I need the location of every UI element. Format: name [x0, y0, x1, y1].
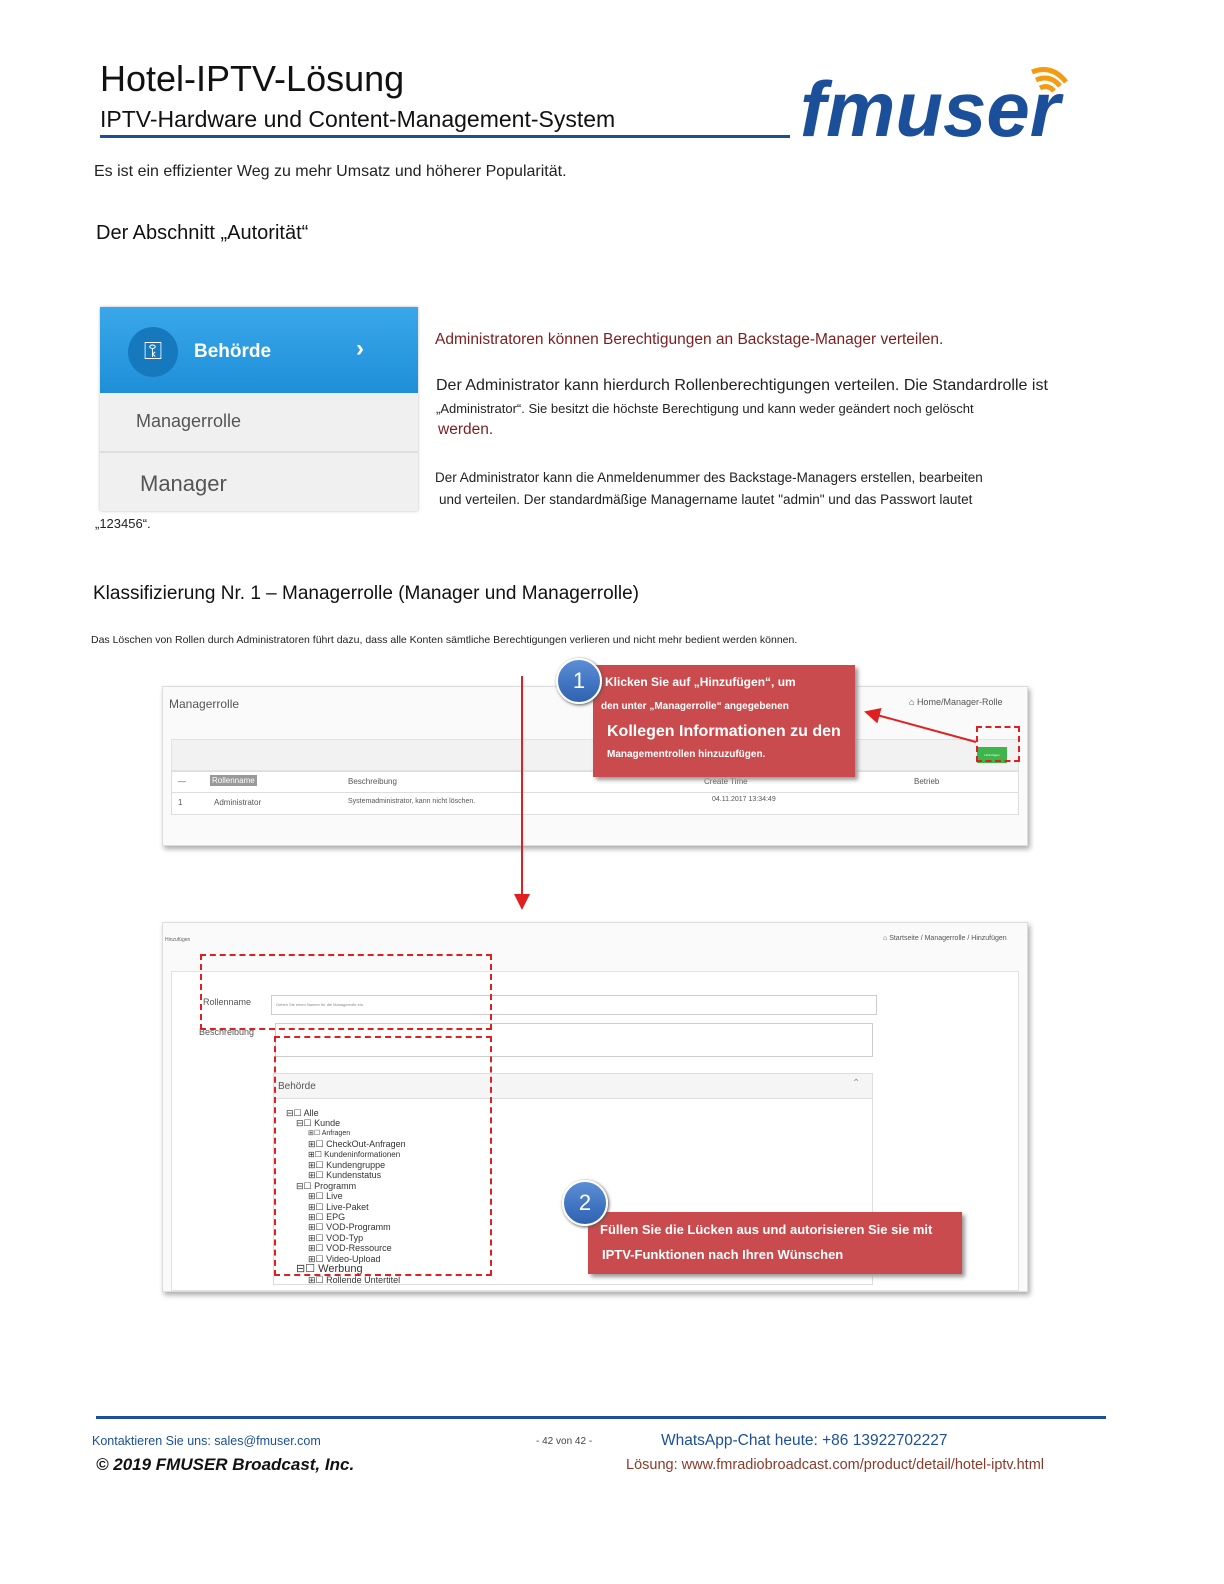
authority-p2a: Der Administrator kann hierdurch Rollenberechtigungen verteilen. Die Standardrolle ist [436, 377, 1048, 394]
authority-p3a: Der Administrator kann die Anmeldenummer des Backstage-Managers erstellen, bearbeiten [435, 470, 983, 485]
collapse-icon[interactable]: ⌃ [852, 1078, 861, 1089]
authority-p2b: „Administrator“. Sie besitzt die höchste Berechtigung und kann weder geändert noch gelöscht [436, 401, 974, 416]
tree-item[interactable]: ⊞☐ Anfragen [308, 1129, 351, 1137]
home-icon: ⌂ [883, 935, 890, 942]
page-title: Hinzufügen [165, 937, 191, 943]
svg-text:fmuser: fmuser [800, 65, 1061, 148]
tree-item[interactable]: ⊞☐ Rollende Untertitel [308, 1274, 401, 1285]
tree-item[interactable]: ⊞☐ Kundengruppe [308, 1160, 386, 1171]
intro-text: Es ist ein effizienter Weg zu mehr Umsatz und höherer Popularität. [94, 163, 567, 180]
callout-2 [588, 1212, 962, 1274]
breadcrumb: ⌂ Startseite / Managerrolle / Hinzufügen [883, 935, 1007, 942]
label-beschreibung: Beschreibung [199, 1027, 255, 1037]
footer-rule [96, 1416, 1106, 1419]
callout-text: Kollegen Informationen zu den [607, 723, 841, 740]
tree-item[interactable]: ⊞☐ Kundeninformationen [308, 1149, 401, 1159]
footer-contact[interactable]: Kontaktieren Sie uns: sales@fmuser.com [92, 1434, 321, 1448]
highlight-permission-tree [274, 1036, 492, 1276]
chevron-right-icon: › [356, 335, 364, 362]
label-rollenname: Rollenname [203, 997, 252, 1007]
tree-item[interactable]: ⊟☐ Kunde [296, 1118, 341, 1129]
authority-line1: Administratoren können Berechtigungen an Backstage-Manager verteilen. [435, 331, 944, 348]
tree-item[interactable]: ⊞☐ VOD-Typ [308, 1232, 364, 1243]
col-header: — [178, 777, 186, 786]
col-header: Rollenname [212, 776, 255, 785]
col-header: Beschreibung [348, 777, 397, 786]
page-number: - 42 von 42 - [536, 1436, 593, 1447]
authority-p3b: und verteilen. Der standardmäßige Managername lautet "admin" und das Passwort lautet [439, 492, 973, 507]
authority-p2c: werden. [438, 421, 494, 438]
tree-item[interactable]: ⊟☐ Alle [286, 1108, 319, 1118]
tree-item[interactable]: ⊞☐ VOD-Programm [308, 1222, 391, 1233]
col-header: Betrieb [914, 777, 940, 786]
breadcrumb: ⌂ Home/Manager-Rolle [909, 697, 1003, 707]
callout-text: Managementrollen hinzuzufügen. [607, 749, 766, 760]
table-cell: Systemadministrator, kann nicht löschen. [348, 798, 476, 805]
home-icon: ⌂ [909, 697, 917, 707]
classification-title: Klassifizierung Nr. 1 – Managerrolle (Manager und Managerrolle) [93, 583, 639, 604]
tree-item[interactable]: ⊞☐ Live [308, 1191, 343, 1202]
tree-item[interactable]: ⊞☐ CheckOut-Anfragen [308, 1139, 406, 1150]
tree-item[interactable]: ⊞☐ EPG [308, 1212, 346, 1223]
classification-note: Das Löschen von Rollen durch Administratoren führt dazu, dass alle Konten sämtliche Berechtigungen verlieren und nicht mehr bedient werden können. [91, 634, 798, 646]
col-header: Create Time [704, 777, 748, 786]
highlight-name-field [200, 954, 492, 1030]
tree-item[interactable]: ⊟☐ Werbung [296, 1263, 363, 1276]
key-icon: ⚿ [128, 327, 178, 377]
sidebar-item-label: Behörde [194, 341, 272, 362]
role-name-input[interactable]: Geben Sie einen Namen für die Managerrolle ein. [271, 995, 877, 1015]
footer-copyright: © 2019 FMUSER Broadcast, Inc. [96, 1455, 355, 1474]
sidebar-item-managerrolle[interactable]: Managerrolle [136, 411, 242, 431]
section-title: Der Abschnitt „Autorität“ [96, 222, 309, 244]
table-cell: 04.11.2017 13:34:49 [712, 796, 776, 803]
sidebar-item-manager[interactable]: Manager [140, 471, 227, 496]
page-title: Managerrolle [169, 697, 240, 711]
callout-text: Füllen Sie die Lücken aus und autorisieren Sie sie mit [600, 1222, 933, 1237]
document-subtitle: IPTV-Hardware und Content-Management-System [100, 106, 616, 132]
table-cell: Administrator [214, 798, 262, 807]
tree-item[interactable]: ⊞☐ Video-Upload [308, 1253, 381, 1264]
footer-whatsapp[interactable]: WhatsApp-Chat heute: +86 13922702227 [661, 1432, 948, 1449]
callout-text: Klicken Sie auf „Hinzufügen“, um [605, 675, 796, 689]
tree-item[interactable]: ⊟☐ Programm [296, 1180, 357, 1191]
tree-item[interactable]: ⊞☐ VOD-Ressource [308, 1243, 392, 1254]
step-number-2: 2 [562, 1180, 608, 1226]
document-title: Hotel-IPTV-Lösung [100, 58, 405, 99]
callout-text: IPTV-Funktionen nach Ihren Wünschen [602, 1247, 844, 1262]
tree-item[interactable]: ⊞☐ Kundenstatus [308, 1170, 382, 1181]
table-cell: 1 [178, 798, 183, 807]
callout-text: den unter „Managerrolle“ angegebenen [601, 701, 789, 712]
panel-title: Behörde [278, 1081, 316, 1092]
footer-solution-link[interactable]: Lösung: www.fmradiobroadcast.com/product/detail/hotel-iptv.html [626, 1457, 1045, 1473]
step-number-1: 1 [556, 658, 602, 704]
add-button[interactable]: Hinzufügen [977, 747, 1007, 763]
authority-p3c: „123456“. [95, 516, 151, 531]
tree-item[interactable]: ⊞☐ Live-Paket [308, 1201, 369, 1212]
callout-1 [593, 665, 855, 777]
